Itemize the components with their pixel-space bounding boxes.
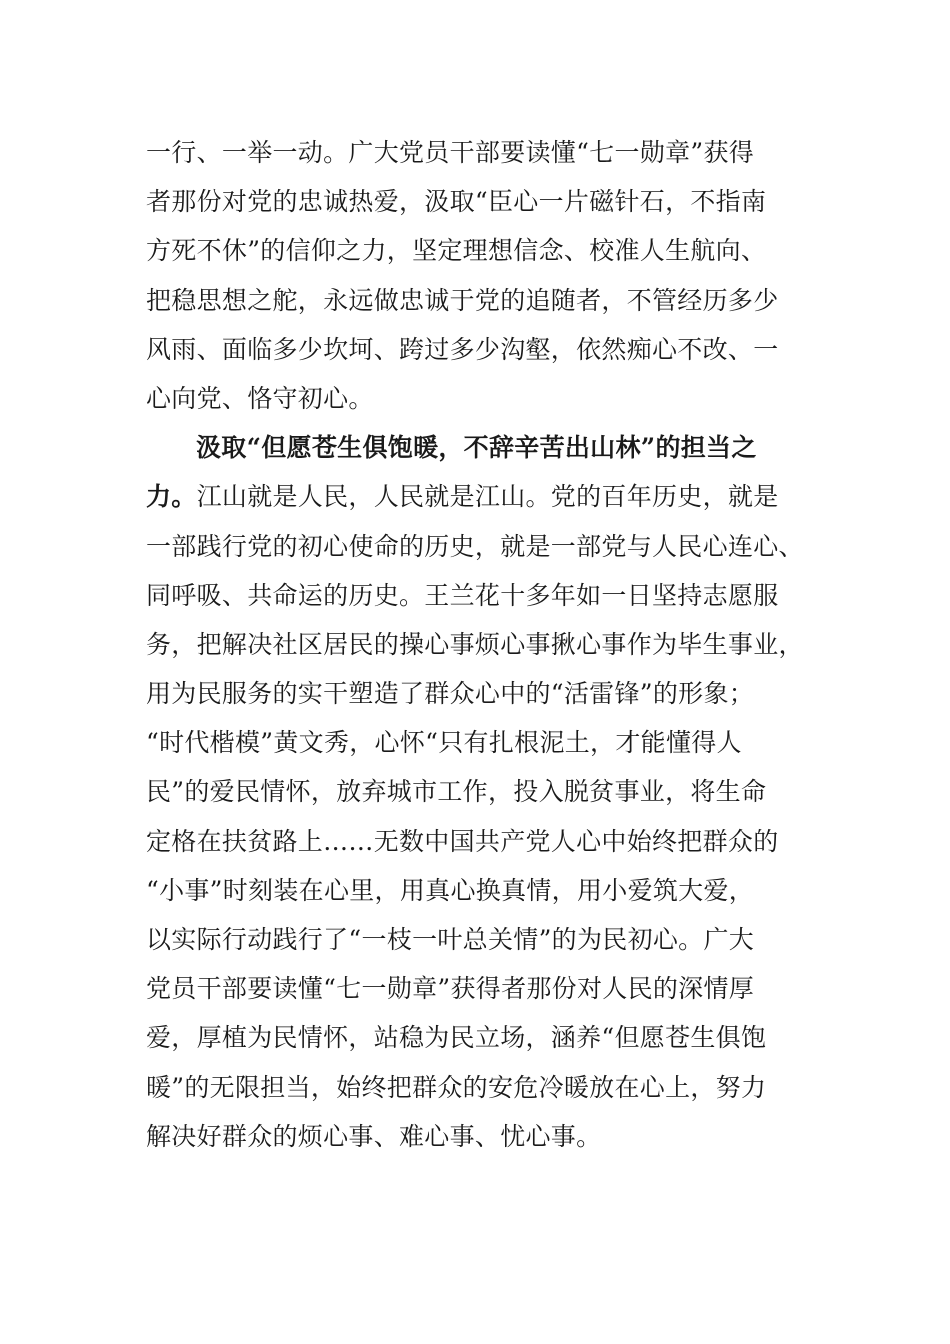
text-line: 定格在扶贫路上……无数中国共产党人心中始终把群众的 [146, 826, 779, 856]
paragraph-1 [146, 128, 806, 423]
paragraph-heading-line: 汲取“但愿苍生俱饱暖，不辞辛苦出山林”的担当之 [196, 433, 757, 463]
text-line: 民”的爱民情怀，放弃城市工作，投入脱贫事业，将生命 [146, 777, 767, 807]
text-line: 风雨、面临多少坎坷、跨过多少沟壑，依然痴心不改、一 [146, 334, 779, 364]
text-line: “时代楷模”黄文秀，心怀“只有扎根泥土，才能懂得人 [146, 728, 742, 758]
text-line: 爱，厚植为民情怀，站稳为民立场，涵养“但愿苍生俱饱 [146, 1023, 767, 1053]
text-line: 暖”的无限担当，始终把群众的安危冷暖放在心上，努力 [146, 1072, 767, 1102]
text-line: 方死不休”的信仰之力，坚定理想信念、校准人生航向、 [146, 236, 767, 266]
text-line: 务，把解决社区居民的操心事烦心事揪心事作为毕生事业， [146, 629, 804, 659]
text-line: 心向党、恪守初心。 [146, 383, 374, 413]
text-line: 者那份对党的忠诚热爱，汲取“臣心一片磁针石，不指南 [146, 187, 767, 217]
text-line: 党员干部要读懂“七一勋章”获得者那份对人民的深情厚 [146, 974, 755, 1004]
text-line: 以实际行动践行了“一枝一叶总关情”的为民初心。广大 [146, 925, 755, 954]
paragraph-2 [146, 423, 806, 1161]
text-line: 一部践行党的初心使命的历史，就是一部党与人民心连心、 [146, 531, 804, 561]
text-line: 解决好群众的烦心事、难心事、忧心事。 [146, 1121, 602, 1151]
text-span: 江山就是人民，人民就是江山。党的百年历史，就是 [196, 482, 779, 512]
text-line: 用为民服务的实干塑造了群众心中的“活雷锋”的形象； [146, 679, 755, 709]
document-body [146, 128, 806, 1161]
text-line: “小事”时刻装在心里，用真心换真情，用小爱筑大爱， [146, 875, 755, 905]
text-line: 一行、一举一动。广大党员干部要读懂“七一勋章”获得 [146, 138, 755, 167]
paragraph-heading-end: 力。 [146, 482, 197, 512]
text-line: 把稳思想之舵，永远做忠诚于党的追随者，不管经历多少 [146, 285, 779, 315]
text-line: 同呼吸、共命运的历史。王兰花十多年如一日坚持志愿服 [146, 580, 779, 610]
text-line [146, 472, 806, 521]
